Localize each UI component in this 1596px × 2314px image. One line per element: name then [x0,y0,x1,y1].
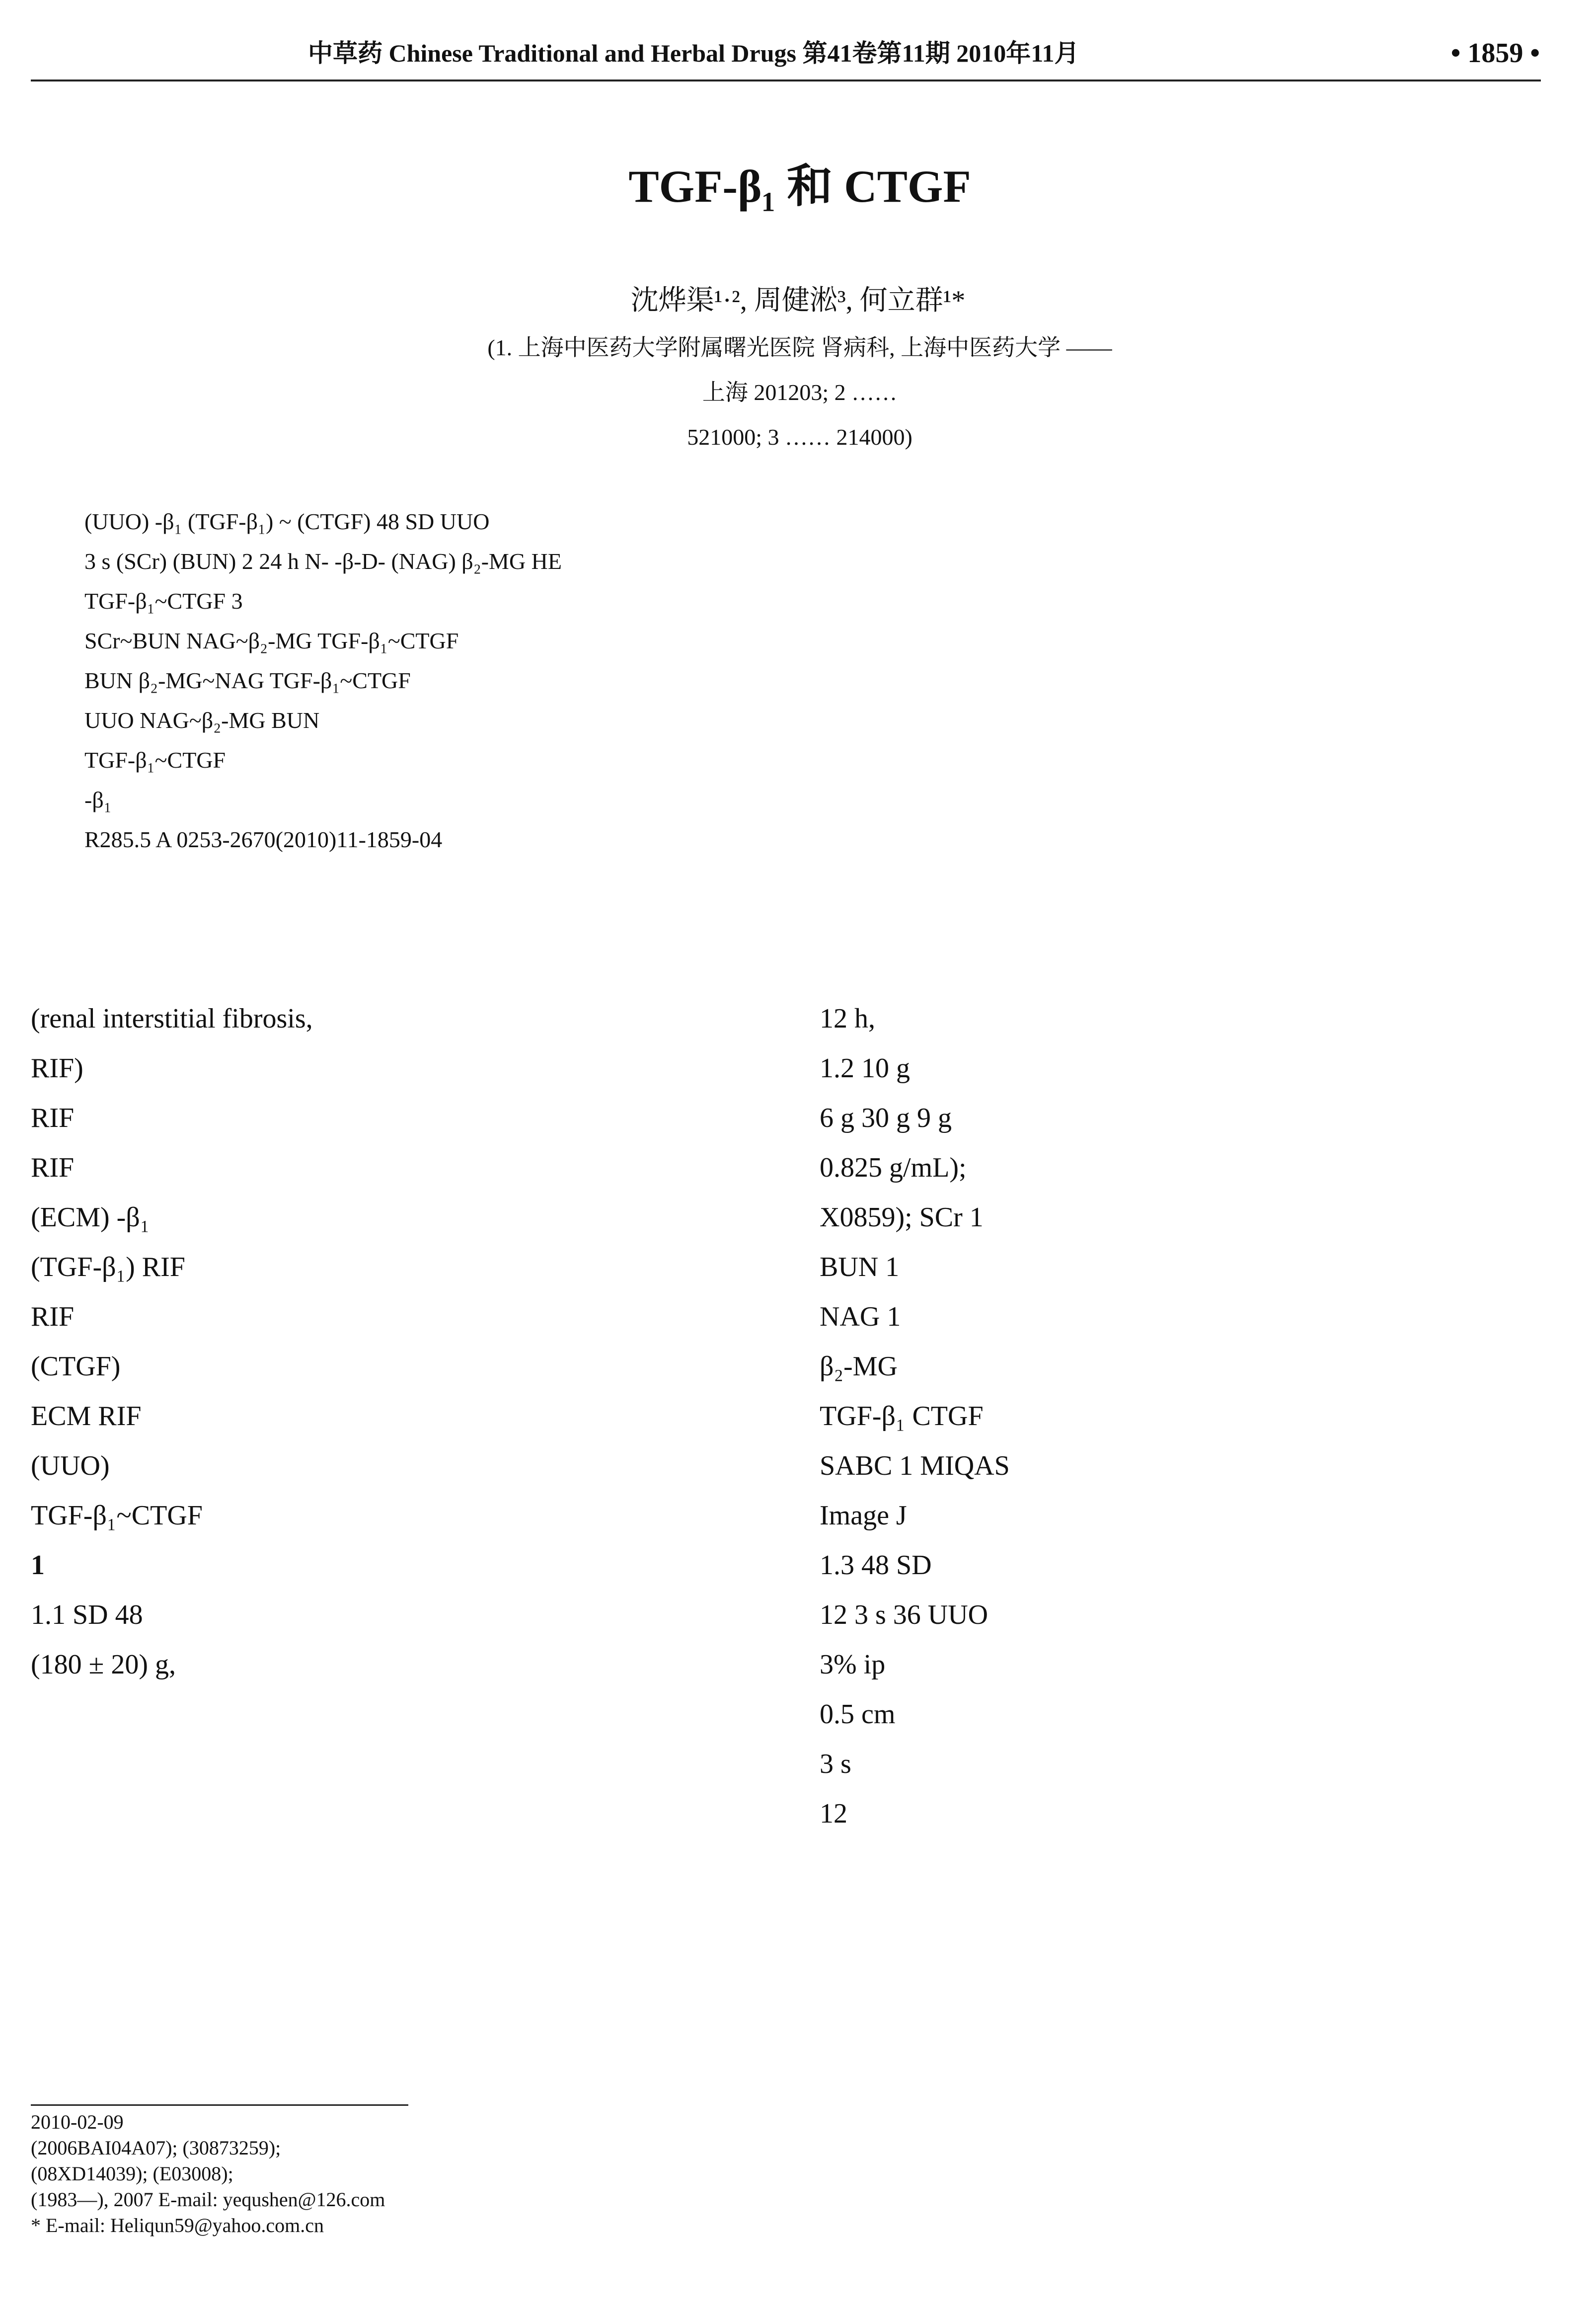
body-line: β₂-MG [820,1351,898,1382]
footnote-rule [31,2104,408,2106]
abstract-line: TGF-β₁~CTGF 3 [84,588,243,614]
footnote-author-bio: (1983—), 2007 E-mail: yequshen@126.com [31,2188,385,2211]
body-line: TGF-β₁ CTGF [820,1401,984,1432]
abstract-line: TGF-β₁~CTGF [84,747,226,773]
abstract-line: UUO NAG~β₂-MG BUN [84,708,320,733]
classification-line: R285.5 A 0253-2670(2010)11-1859-04 [84,827,443,852]
body-line: 1.2 10 g [820,1053,910,1084]
author-list: 沈烨渠¹·², 周健淞³, 何立群¹* [630,285,966,316]
body-column-right [820,994,1535,2087]
footnote-corresponding: * E-mail: Heliqun59@yahoo.com.cn [31,2214,324,2236]
body-column-left [31,994,746,2087]
body-line: 12 h, [820,1003,875,1034]
affiliation-line-3: 521000; 3 …… 214000) [687,424,912,450]
running-header [149,31,1540,76]
body-line: ECM RIF [31,1401,142,1432]
body-line: (UUO) [31,1450,110,1481]
body-line: RIF) [31,1053,83,1084]
footnotes [31,2109,1541,2293]
body-line: 1.3 48 SD [820,1550,932,1581]
footnote-funding: (08XD14039); (E03008); [31,2162,233,2185]
body-line: 3 s [820,1749,851,1779]
body-line: (ECM) -β₁ [31,1202,150,1233]
header-rule [31,80,1541,81]
abstract-line: BUN β₂-MG~NAG TGF-β₁~CTGF [84,668,411,693]
footnote-received-date: 2010-02-09 [31,2111,124,2133]
section-heading: 1 [31,1550,45,1581]
abstract [84,502,1540,949]
journal-name: 中草药 Chinese Traditional and Herbal Drugs 第41卷第11期 2010年11月 [308,39,1079,67]
abstract-line: -β₁ [84,787,112,812]
affiliation-line-2: 上海 201203; 2 …… [702,380,898,405]
body-line: TGF-β₁~CTGF [31,1500,203,1531]
abstract-line: (UUO) -β₁ (TGF-β₁) ~ (CTGF) 48 SD UUO [84,509,490,534]
page-number: • 1859 • [1450,38,1540,69]
body-line: (180 ± 20) g, [31,1649,176,1680]
body-line: 0.5 cm [820,1699,896,1730]
body-line: BUN 1 [820,1252,900,1282]
body-line: (renal interstitial fibrosis, [31,1003,313,1034]
footnote-funding: (2006BAI04A07); (30873259); [31,2137,281,2159]
body-line: 1.1 SD 48 [31,1599,143,1630]
paper-title: TGF-β₁ 和 CTGF [628,161,971,212]
affiliation-line-1: (1. 上海中医药大学附属曙光医院 肾病科, 上海中医药大学 —— [487,335,1112,360]
body-line: 0.825 g/mL); [820,1152,967,1183]
body-line: X0859); SCr 1 [820,1202,984,1233]
body-line: 12 [820,1798,847,1829]
body-line: NAG 1 [820,1301,901,1332]
body-line: 12 3 s 36 UUO [820,1599,988,1630]
body-line: (TGF-β₁) RIF [31,1252,185,1282]
abstract-line: 3 s (SCr) (BUN) 2 24 h N- -β-D- (NAG) β₂-MG HE [84,549,562,574]
body-line: Image J [820,1500,907,1531]
body-line: RIF [31,1152,75,1183]
body-line: 6 g 30 g 9 g [820,1103,952,1133]
body-line: RIF [31,1103,75,1133]
body-line: RIF [31,1301,75,1332]
body-line: 3% ip [820,1649,886,1680]
abstract-line: SCr~BUN NAG~β₂-MG TGF-β₁~CTGF [84,628,459,653]
body-line: (CTGF) [31,1351,121,1382]
body-line: SABC 1 MIQAS [820,1450,1010,1481]
